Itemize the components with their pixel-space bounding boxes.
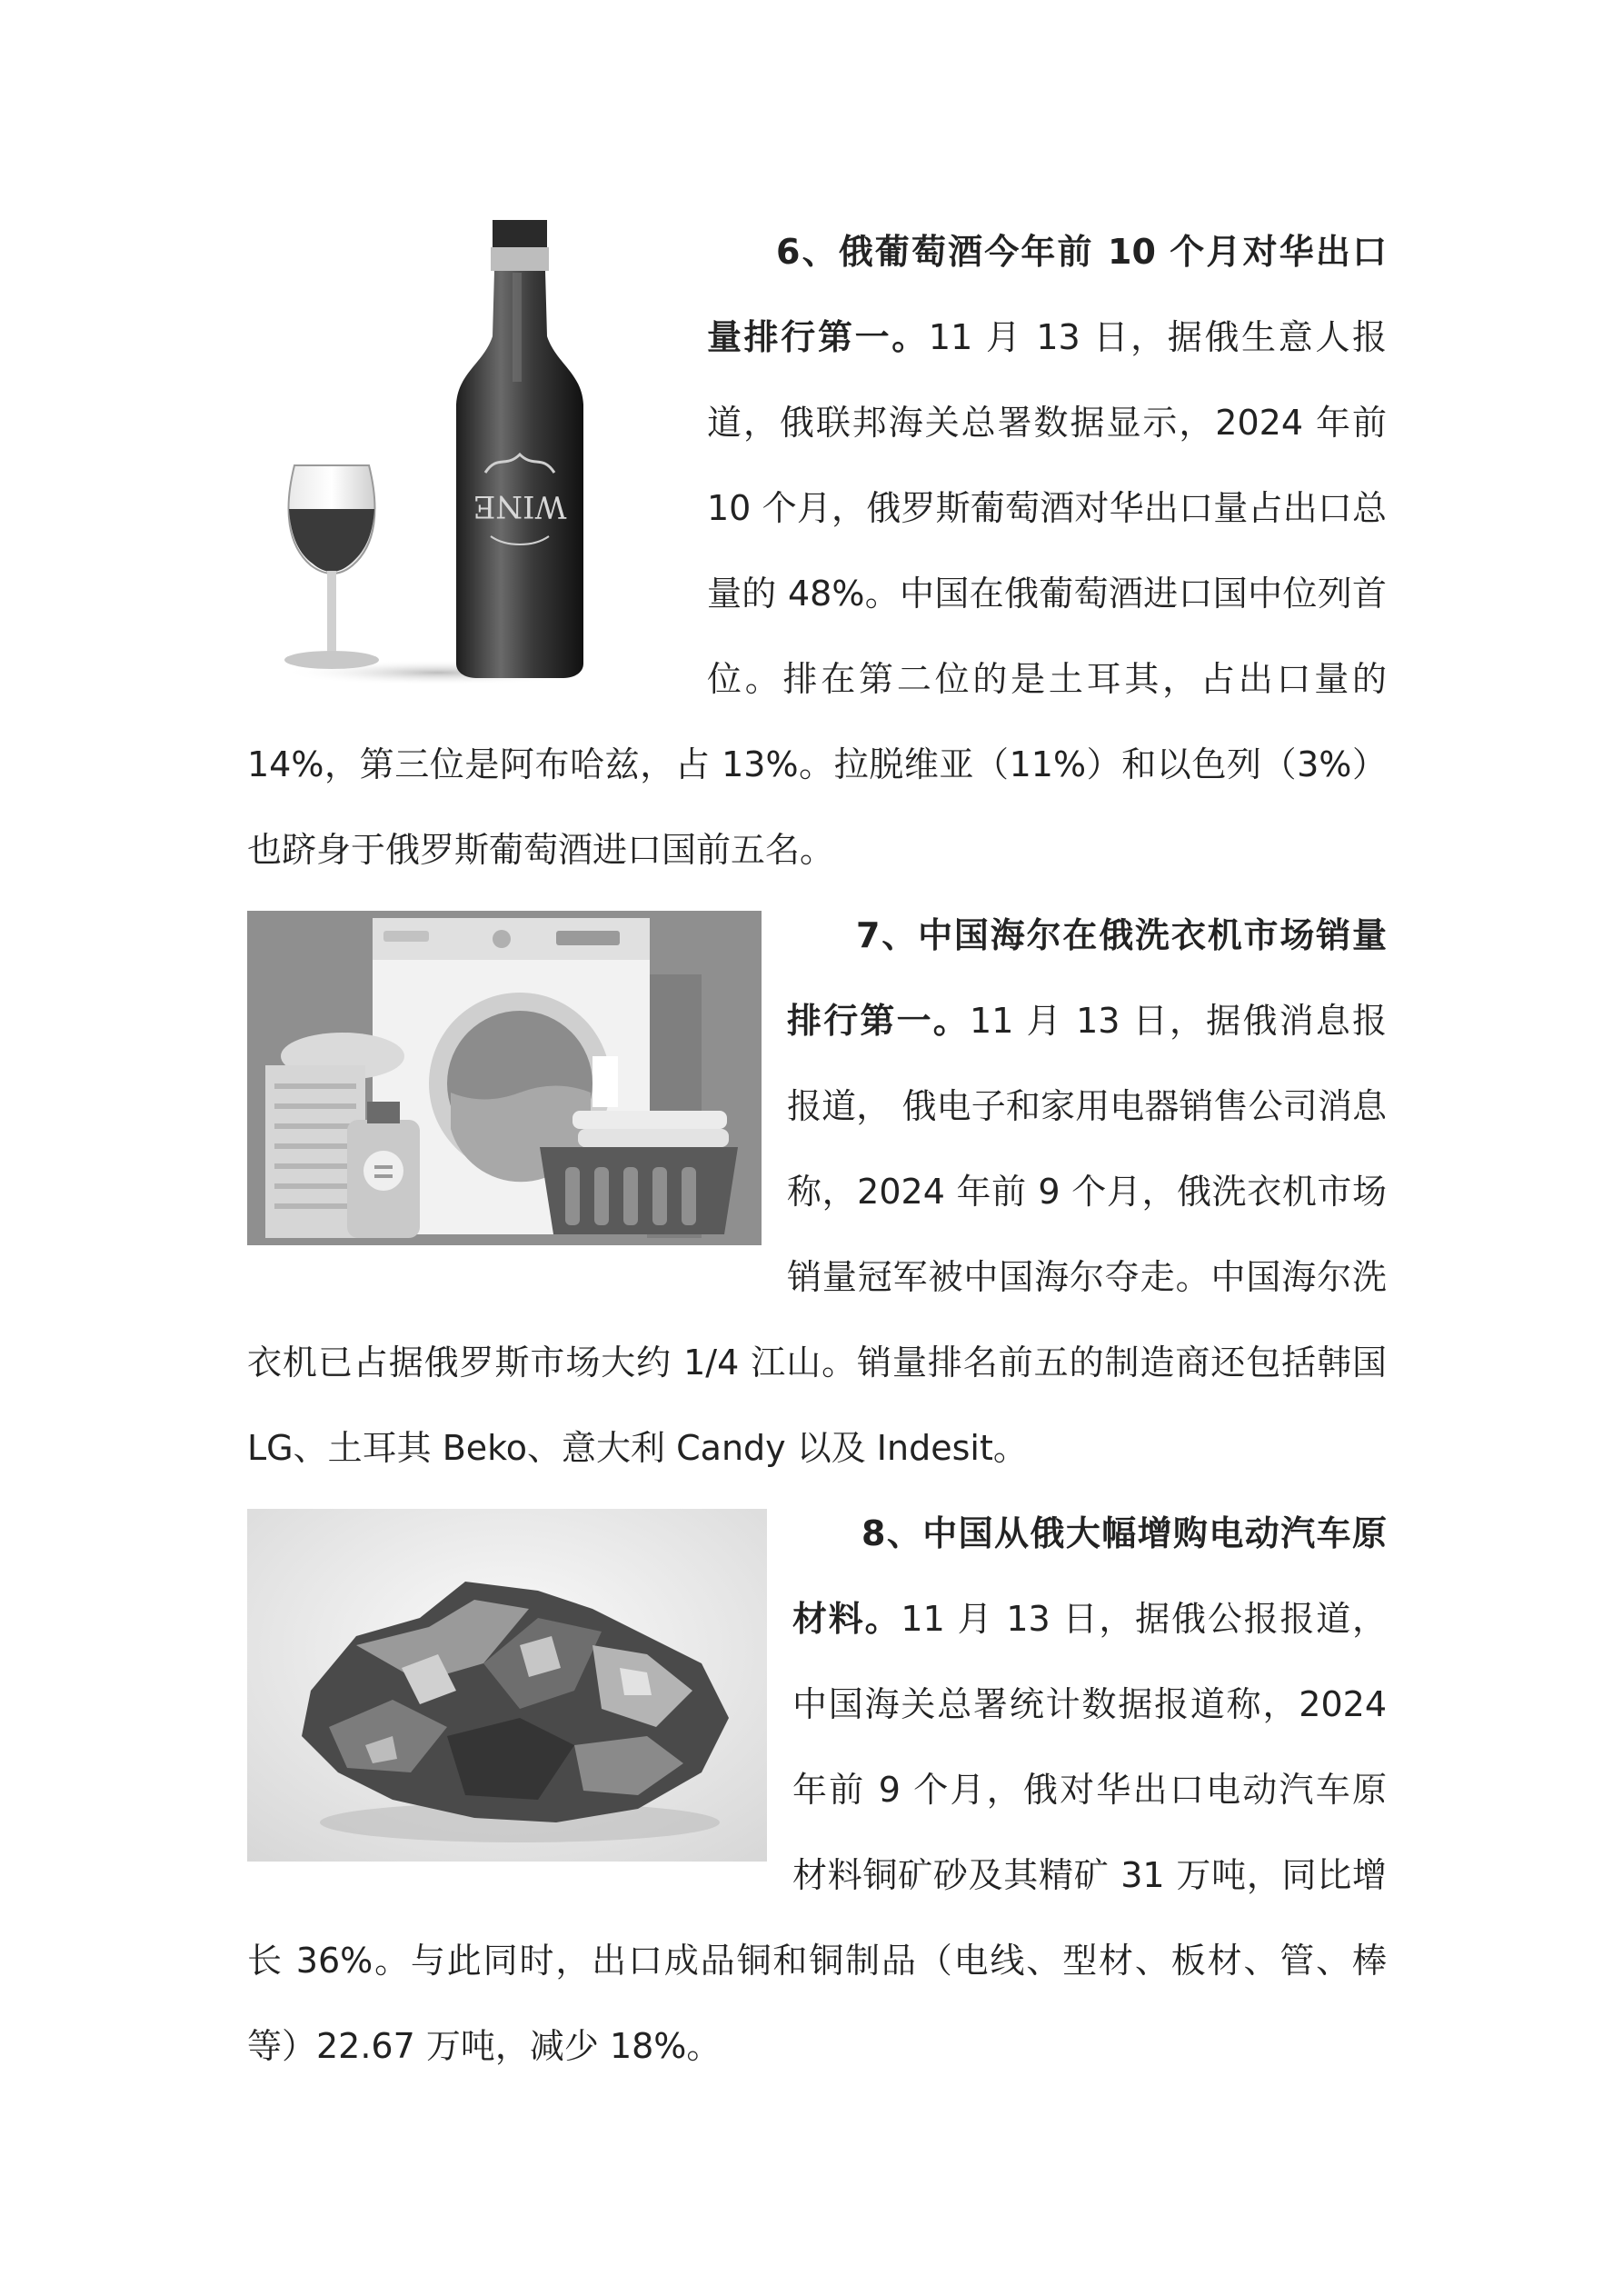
item-lead-wine: 6、俄葡萄酒今年前 10 个月对华出口量排行第一。	[707, 232, 1387, 357]
washer-image	[247, 911, 762, 1245]
wine-bottle-and-glass-icon	[247, 209, 707, 700]
article-body	[247, 209, 1387, 2089]
copper-ore-rock-icon	[247, 1509, 767, 1862]
item-body-copper: 11 月 13 日，据俄公报报道，中国海关总署统计数据报道称，2024 年前 9 个月，俄对华出口电动汽车原材料铜矿砂及其精矿 31 万吨，同比增长 36%。与此同时，出口成品铜和铜制品（电线、型材、板材、管、棒等）22.67 万吨，减少 18%。	[247, 1599, 1387, 2066]
item-body-wine: 11 月 13 日，据俄生意人报道，俄联邦海关总署数据显示，2024 年前 10 个月，俄罗斯葡萄酒对华出口量占出口总量的 48%。中国在俄葡萄酒进口国中位列首位。排在第二位的是土耳其，占出口量的 14%，第三位是阿布哈兹，占 13%。拉脱维亚（11%）和以色列（3%）也跻身于俄罗斯葡萄酒进口国前五名。	[247, 317, 1387, 870]
copper-ore-image	[247, 1509, 767, 1862]
news-item-copper	[247, 1491, 1387, 2089]
item-lead-copper: 8、中国从俄大幅增购电动汽车原材料。	[792, 1513, 1387, 1639]
svg-text:WINE: WINE	[473, 488, 567, 524]
wine-image	[247, 209, 707, 700]
news-item-wine	[247, 209, 1387, 893]
washing-machine-icon	[247, 911, 762, 1245]
item-body-washer: 11 月 13 日，据俄消息报报道， 俄电子和家用电器销售公司消息称，2024 年前 9 个月，俄洗衣机市场销量冠军被中国海尔夺走。中国海尔洗衣机已占据俄罗斯市场大约 1/4 江山。销量排名前五的制造商还包括韩国 LG、土耳其 Beko、意大利 Candy 以及 Indesit。	[247, 1001, 1387, 1468]
item-lead-washer: 7、中国海尔在俄洗衣机市场销量排行第一。	[787, 915, 1387, 1041]
news-item-washer	[247, 893, 1387, 1491]
